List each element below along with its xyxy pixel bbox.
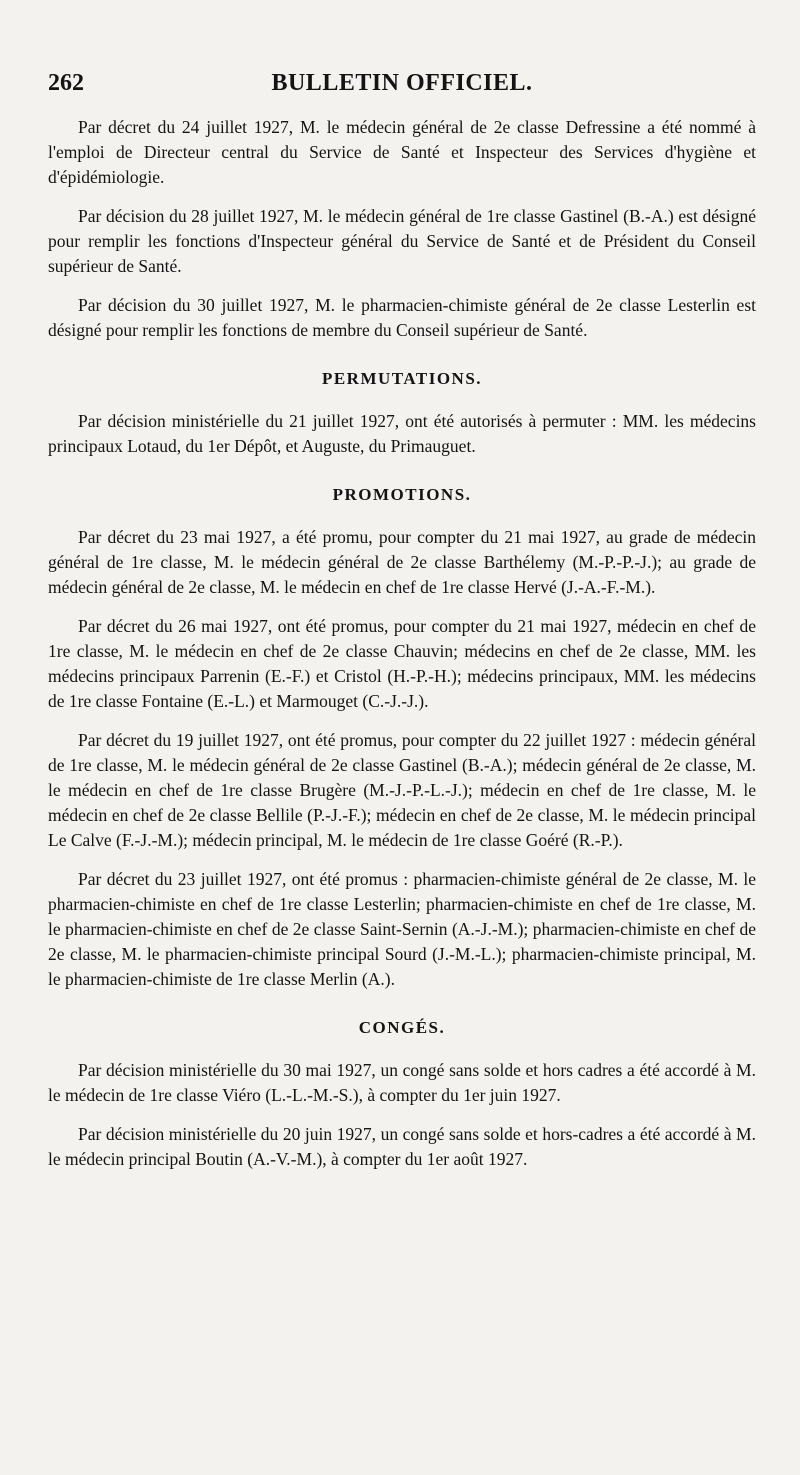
paragraph-promotion-19-juillet: Par décret du 19 juillet 1927, ont été promus, pour compter du 22 juillet 1927 : médecin général de 1re classe, M. le médecin général de 2e classe Gastinel (B.-A.); médecin général de 2e classe, M. le médecin en chef de 1re classe Brugère (M.-J.-P.-L.-J.); médecin en chef de 1re classe, M. le médecin en chef de 2e classe Bellile (P.-J.-F.); médecin en chef de 2e classe, M. le médecin principal Le Calve (F.-J.-M.); médecin principal, M. le médecin de 1re classe Goéré (R.-P.). [48,730,756,850]
paragraph-inspecteur-general: Par décision du 28 juillet 1927, M. le médecin général de 1re classe Gastinel (B.-A.) est désigné pour remplir les fonctions d'Inspecteur général du Service de Santé et de Président du Conseil supérieur de Santé. [48,206,756,276]
section-heading-promotions: PROMOTIONS. [332,485,472,504]
paragraph-conge-boutin: Par décision ministérielle du 20 juin 1927, un congé sans solde et hors-cadres a été accordé à M. le médecin principal Boutin (A.-V.-M.), à compter du 1er août 1927. [48,1124,756,1169]
paragraph-conge-viero: Par décision ministérielle du 30 mai 1927, un congé sans solde et hors cadres a été accordé à M. le médecin de 1re classe Viéro (L.-L.-M.-S.), à compter du 1er juin 1927. [48,1060,756,1105]
section-heading-conges: CONGÉS. [358,1018,446,1037]
paragraph-directeur-central: Par décret du 24 juillet 1927, M. le médecin général de 2e classe Defressine a été nommé à l'emploi de Directeur central du Service de Santé et Inspecteur des Services d'hygiène et d'épidémiologie. [48,117,756,187]
section-heading-permutations: PERMUTATIONS. [321,369,483,388]
paragraph-permutations: Par décision ministérielle du 21 juillet 1927, ont été autorisés à permuter : MM. les médecins principaux Lotaud, du 1er Dépôt, et Auguste, du Primauguet. [48,411,756,456]
running-title: BULLETIN OFFICIEL. [271,70,533,96]
paragraph-conseil-superieur: Par décision du 30 juillet 1927, M. le pharmacien-chimiste général de 2e classe Lesterlin est désigné pour remplir les fonctions de membre du Conseil supérieur de Santé. [48,295,756,340]
paragraph-promotion-23-mai: Par décret du 23 mai 1927, a été promu, pour compter du 21 mai 1927, au grade de médecin général de 1re classe, M. le médecin général de 2e classe Barthélemy (M.-P.-P.-J.); au grade de médecin général de 2e classe, M. le médecin en chef de 1re classe Hervé (J.-A.-F.-M.). [48,527,756,597]
paragraph-promotion-26-mai: Par décret du 26 mai 1927, ont été promus, pour compter du 21 mai 1927, médecin en chef de 1re classe, M. le médecin en chef de 2e classe Chauvin; médecins en chef de 2e classe, MM. les médecins principaux Parrenin (E.-F.) et Cristol (H.-P.-H.); médecins principaux, MM. les médecins de 1re classe Fontaine (E.-L.) et Marmouget (C.-J.-J.). [48,616,756,711]
page-number: 262 [48,70,84,96]
page-header [48,70,756,97]
paragraph-promotion-23-juillet: Par décret du 23 juillet 1927, ont été promus : pharmacien-chimiste général de 2e classe, M. le pharmacien-chimiste en chef de 1re classe Lesterlin; pharmacien-chimiste en chef de 1re classe, M. le pharmacien-chimiste en chef de 2e classe Saint-Sernin (A.-J.-M.); pharmacien-chimiste en chef de 2e classe, M. le pharmacien-chimiste principal Sourd (J.-M.-L.); pharmacien-chimiste principal, M. le pharmacien-chimiste de 1re classe Merlin (A.). [48,869,756,989]
